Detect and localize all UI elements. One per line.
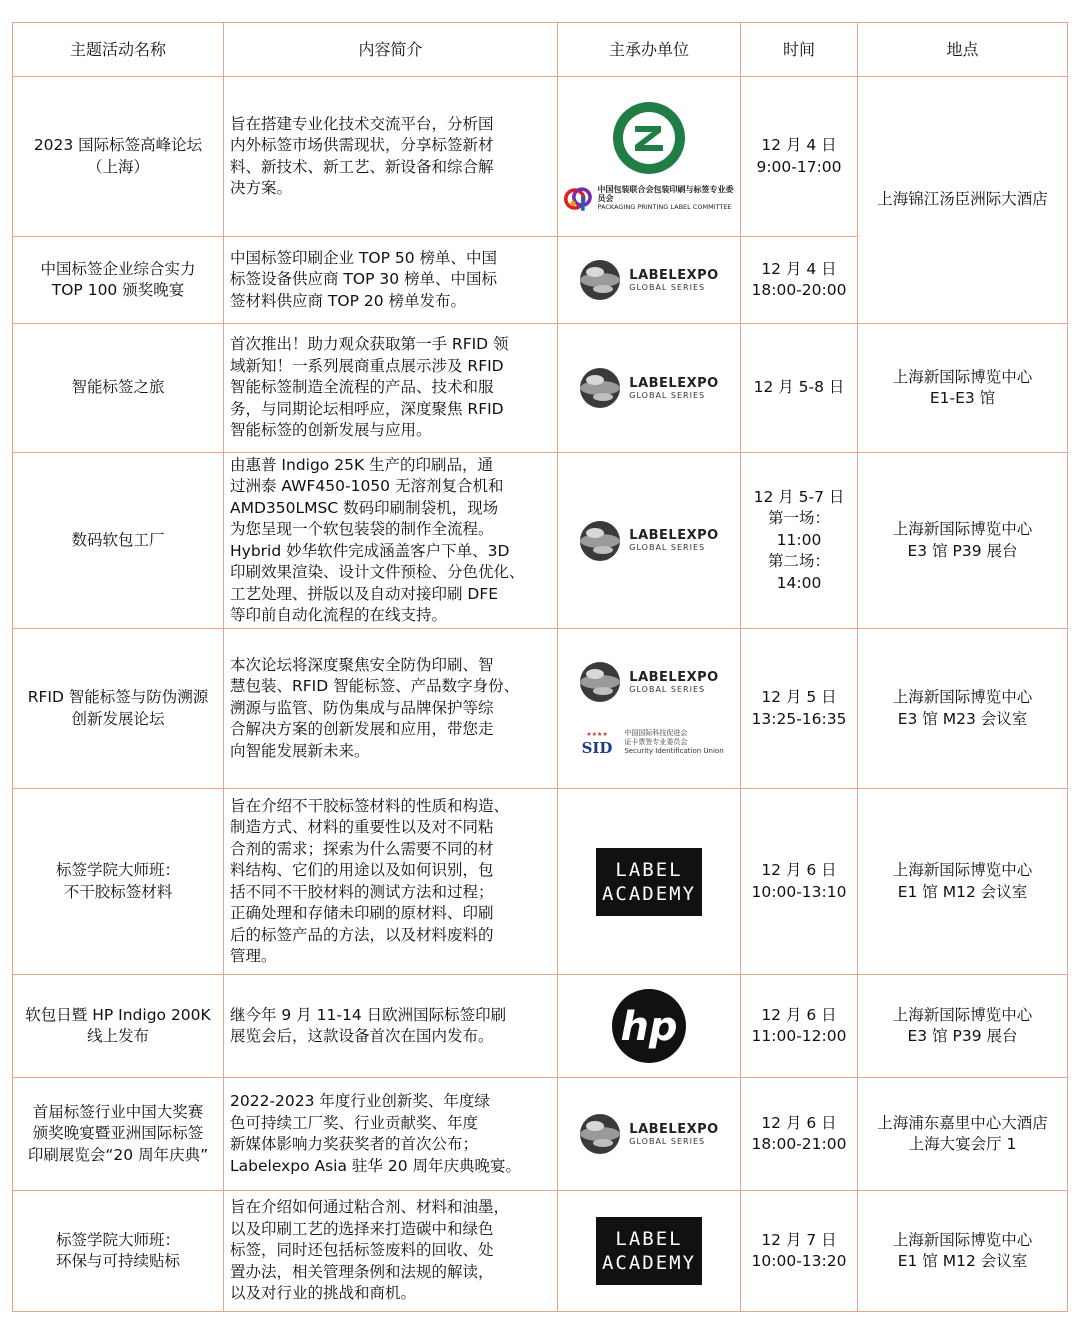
header-name: 主题活动名称	[13, 23, 224, 77]
table-row	[13, 789, 1068, 975]
event-name: RFID 智能标签与防伪溯源 创新发展论坛	[13, 629, 224, 789]
event-time: 12 月 5-8 日	[741, 324, 858, 453]
labelexpo-logo: LABELEXPO GLOBAL SERIES	[564, 1113, 734, 1155]
event-desc: 2022-2023 年度行业创新奖、年度绿 色可持续工厂奖、行业贡献奖、年度 新媒体影响力奖获奖者的首次公布； Labelexpo Asia 驻华 20 周年庆典晚宴。	[224, 1078, 558, 1191]
labelexpo-logo: LABELEXPO GLOBAL SERIES	[564, 259, 734, 301]
event-desc: 本次论坛将深度聚焦安全防伪印刷、智 慧包装、RFID 智能标签、产品数字身份、 溯源与监管、防伪集成与品牌保护等综 合解决方案的创新发展和应用，带您走 向智能发展新未来。	[224, 629, 558, 789]
labelexpo-logo: LABELEXPO GLOBAL SERIES	[564, 520, 734, 562]
event-name: 中国标签企业综合实力 TOP 100 颁奖晚宴	[13, 237, 224, 324]
event-organizer	[558, 324, 741, 453]
packaging-committee-logo: 中国包装联合会包装印刷与标签专业委员会 PACKAGING PRINTING LABEL COMMITTEE	[564, 184, 734, 214]
header-organizer: 主承办单位	[558, 23, 741, 77]
packaging-federation-seal-icon	[611, 100, 687, 176]
table-row	[13, 1078, 1068, 1191]
event-time: 12 月 7 日 10:00-13:20	[741, 1191, 858, 1312]
event-time: 12 月 5 日 13:25-16:35	[741, 629, 858, 789]
event-organizer	[558, 77, 741, 237]
event-desc: 中国标签印刷企业 TOP 50 榜单、中国 标签设备供应商 TOP 30 榜单、中国标 签材料供应商 TOP 20 榜单发布。	[224, 237, 558, 324]
svg-text:SID: SID	[581, 738, 613, 756]
event-place: 上海新国际博览中心 E3 馆 P39 展台	[858, 975, 1068, 1078]
event-name: 标签学院大师班： 环保与可持续贴标	[13, 1191, 224, 1312]
event-place: 上海锦江汤臣洲际大酒店	[858, 77, 1068, 324]
event-desc: 首次推出！助力观众获取第一手 RFID 领 域新知！一系列展商重点展示涉及 RFID 智能标签制造全流程的产品、技术和服 务，与同期论坛相呼应，深度聚焦 RFID 智能标签的创新发展与应用。	[224, 324, 558, 453]
event-desc: 旨在介绍不干胶标签材料的性质和构造、 制造方式、材料的重要性以及对不同粘 合剂的需求；探索为什么需要不同的材 料结构、它们的用途以及如何识别，包 括不同不干胶材料的测试方法和过程； 正确处理和存储未印刷的原材料、印刷 后的标签产品的方法，以及材料废料的 管理。	[224, 789, 558, 975]
event-desc: 继今年 9 月 11-14 日欧洲国际标签印刷 展览会后，这款设备首次在国内发布。	[224, 975, 558, 1078]
event-desc: 旨在搭建专业化技术交流平台，分析国 内外标签市场供需现状，分享标签新材 料、新技术、新工艺、新设备和综合解 决方案。	[224, 77, 558, 237]
sid-stars-icon	[574, 730, 620, 756]
colored-cp-icon	[564, 184, 595, 214]
table-header-row	[13, 23, 1068, 77]
event-name: 软包日暨 HP Indigo 200K 线上发布	[13, 975, 224, 1078]
events-table	[12, 22, 1068, 1312]
labelexpo-sphere-icon	[579, 661, 621, 703]
event-place: 上海新国际博览中心 E1-E3 馆	[858, 324, 1068, 453]
svg-text:★★★★: ★★★★	[586, 730, 609, 738]
hp-logo	[564, 988, 734, 1064]
event-time: 12 月 4 日 18:00-20:00	[741, 237, 858, 324]
event-desc: 由惠普 Indigo 25K 生产的印刷品，通 过洲泰 AWF450-1050 无溶剂复合机和 AMD350LMSC 数码印刷制袋机，现场 为您呈现一个软包装袋的制作全流程。 Hybrid 妙华软件完成涵盖客户下单、3D 印刷效果渲染、设计文件预检、分色优化、 工艺处理、拼版以及自动对接印刷 DFE 等印前自动化流程的在线支持。	[224, 453, 558, 629]
event-organizer	[558, 1078, 741, 1191]
event-organizer	[558, 1191, 741, 1312]
event-organizer	[558, 237, 741, 324]
table-row	[13, 1191, 1068, 1312]
label-academy-logo: LABEL ACADEMY	[564, 848, 734, 916]
event-place: 上海新国际博览中心 E1 馆 M12 会议室	[858, 1191, 1068, 1312]
label-academy-logo: LABEL ACADEMY	[564, 1217, 734, 1285]
event-place: 上海新国际博览中心 E3 馆 M23 会议室	[858, 629, 1068, 789]
event-desc: 旨在介绍如何通过粘合剂、材料和油墨， 以及印刷工艺的选择来打造碳中和绿色 标签，同时还包括标签废料的回收、处 置办法，相关管理条例和法规的解读， 以及对行业的挑战和商机。	[224, 1191, 558, 1312]
labelexpo-sphere-icon	[579, 259, 621, 301]
event-place: 上海浦东嘉里中心大酒店 上海大宴会厅 1	[858, 1078, 1068, 1191]
event-organizer	[558, 453, 741, 629]
svg-text:hp: hp	[620, 1004, 678, 1050]
event-name: 2023 国际标签高峰论坛 （上海）	[13, 77, 224, 237]
labelexpo-logo: LABELEXPO GLOBAL SERIES	[564, 661, 734, 703]
labelexpo-sphere-icon	[579, 367, 621, 409]
hp-logo-icon	[611, 988, 687, 1064]
event-time: 12 月 4 日 9:00-17:00	[741, 77, 858, 237]
labelexpo-sphere-icon	[579, 520, 621, 562]
event-time: 12 月 6 日 18:00-21:00	[741, 1078, 858, 1191]
labelexpo-sphere-icon	[579, 1113, 621, 1155]
event-place: 上海新国际博览中心 E1 馆 M12 会议室	[858, 789, 1068, 975]
packaging-federation-logo	[564, 100, 734, 176]
event-name: 标签学院大师班： 不干胶标签材料	[13, 789, 224, 975]
sid-logo: ★★★★ SID 中国国际科技促进会 证卡票签专业委员会 Security Identification Union	[564, 729, 734, 756]
event-name: 智能标签之旅	[13, 324, 224, 453]
event-organizer	[558, 789, 741, 975]
event-name: 首届标签行业中国大奖赛 颁奖晚宴暨亚洲国际标签 印刷展览会“20 周年庆典”	[13, 1078, 224, 1191]
event-time: 12 月 6 日 11:00-12:00	[741, 975, 858, 1078]
table-row	[13, 975, 1068, 1078]
table-row	[13, 453, 1068, 629]
table-row	[13, 629, 1068, 789]
labelexpo-logo: LABELEXPO GLOBAL SERIES	[564, 367, 734, 409]
event-place: 上海新国际博览中心 E3 馆 P39 展台	[858, 453, 1068, 629]
header-place: 地点	[858, 23, 1068, 77]
event-time: 12 月 6 日 10:00-13:10	[741, 789, 858, 975]
table-row	[13, 77, 1068, 237]
header-time: 时间	[741, 23, 858, 77]
event-organizer	[558, 629, 741, 789]
table-row	[13, 324, 1068, 453]
event-organizer	[558, 975, 741, 1078]
event-name: 数码软包工厂	[13, 453, 224, 629]
event-time: 12 月 5-7 日 第一场：11:00 第二场：14:00	[741, 453, 858, 629]
header-desc: 内容简介	[224, 23, 558, 77]
